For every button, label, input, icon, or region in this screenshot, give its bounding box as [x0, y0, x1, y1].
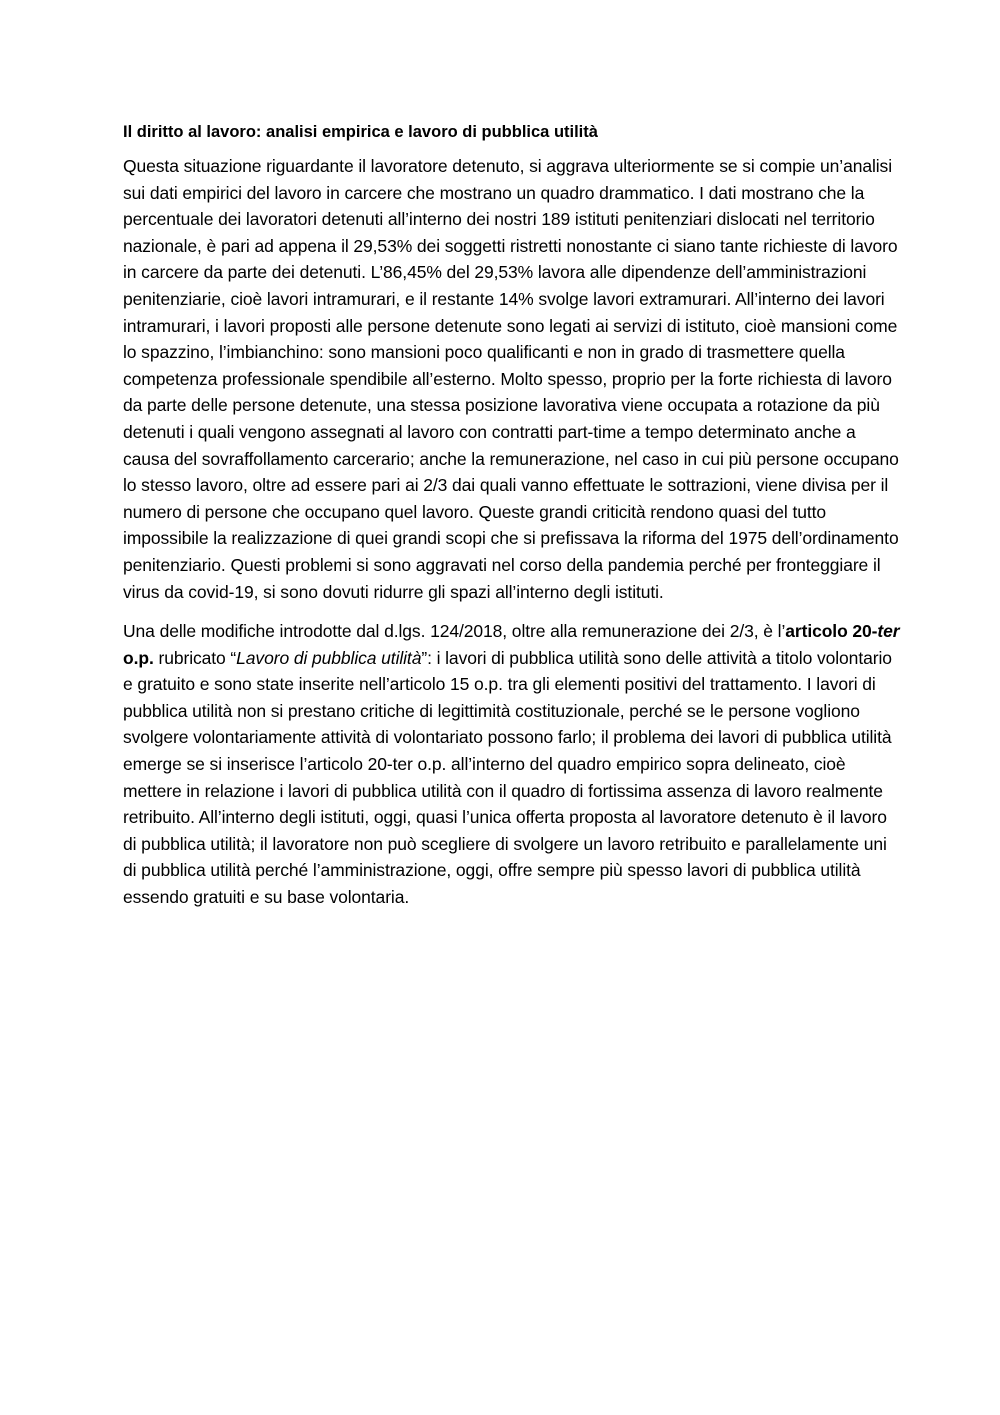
paragraph-2-rubricato: rubricato “ [153, 647, 237, 668]
document-title: Il diritto al lavoro: analisi empirica e lavoro di pubblica utilità [123, 123, 598, 141]
document-page [123, 119, 903, 924]
article-title: Lavoro di pubblica utilità [236, 647, 422, 668]
article-reference-ter: ter [877, 621, 900, 642]
article-reference: articolo 20- [785, 621, 878, 642]
paragraph-1: Questa situazione riguardante il lavoratore detenuto, si aggrava ulteriormente se si compie un’analisi sui dati empirici del lavoro in carcere che mostrano un quadro drammatico. I dati mostrano che la percentuale dei lavoratori detenuti all’interno dei nostri 189 istituti penitenziari dislocati nel territorio nazionale, è pari ad appena il 29,53% dei soggetti ristretti nonostante ci siano tante richieste di lavoro in carcere da parte dei detenuti. L’86,45% del 29,53% lavora alle dipendenze dell’amministrazioni penitenziarie, cioè lavori intramurari, e il restante 14% svolge lavori extramurari. All’interno dei lavori intramurari, i lavori proposti alle persone detenute sono legati ai servizi di istituto, cioè mansioni come lo spazzino, l’imbianchino: sono mansioni poco qualificanti e non in grado di trasmettere quella competenza professionale spendibile all’esterno. Molto spesso, proprio per la forte richiesta di lavoro da parte delle persone detenute, una stessa posizione lavorativa viene occupata a rotazione da più detenuti i quali vengono assegnati al lavoro con contratti part-time a tempo determinato anche a causa del sovraffollamento carcerario; anche la remunerazione, nel caso in cui più persone occupano lo stesso lavoro, oltre ad essere pari ai 2/3 dai quali vanno effettuate le sottrazioni, viene divisa per il numero di persone che occupano quel lavoro. Queste grandi criticità rendono quasi del tutto impossibile la realizzazione di quei grandi scopi che si prefissava la riforma del 1975 dell’ordinamento penitenziario. Questi problemi si sono aggravati nel corso della pandemia perché per fronteggiare il virus da covid-19, si sono dovuti ridurre gli spazi all’interno degli istituti. [123, 156, 899, 602]
paragraph-2-intro: Una delle modifiche introdotte dal d.lgs. 124/2018, oltre alla remunerazione dei 2/3, è l’ [123, 621, 786, 642]
paragraph-2-rest: ”: i lavori di pubblica utilità sono delle attività a titolo volontario e gratuito e sono state inserite nell’articolo 15 o.p. tra gli elementi positivi del trattamento. I lavori di pubblica utilità non si prestano critiche di legittimità costituzionale, perché se le persone vogliono svolgere volontariamente attività di volontariato possono farlo; il problema dei lavori di pubblica utilità emerge se si inserisce l’articolo 20-ter o.p. all’interno del quadro empirico sopra delineato, cioè mettere in relazione i lavori di pubblica utilità con il quadro di fortissima assenza di lavoro realmente retribuito. All’interno degli istituti, oggi, quasi l’unica offerta proposta al lavoratore detenuto è il lavoro di pubblica utilità; il lavoratore non può scegliere di svolgere un lavoro retribuito e parallelamente uni di pubblica utilità perché l’amministrazione, oggi, offre sempre più spesso lavori di pubblica utilità essendo gratuiti e su base volontaria. [123, 647, 892, 908]
article-reference-op: o.p. [123, 647, 154, 668]
paragraph-2 [123, 618, 903, 911]
